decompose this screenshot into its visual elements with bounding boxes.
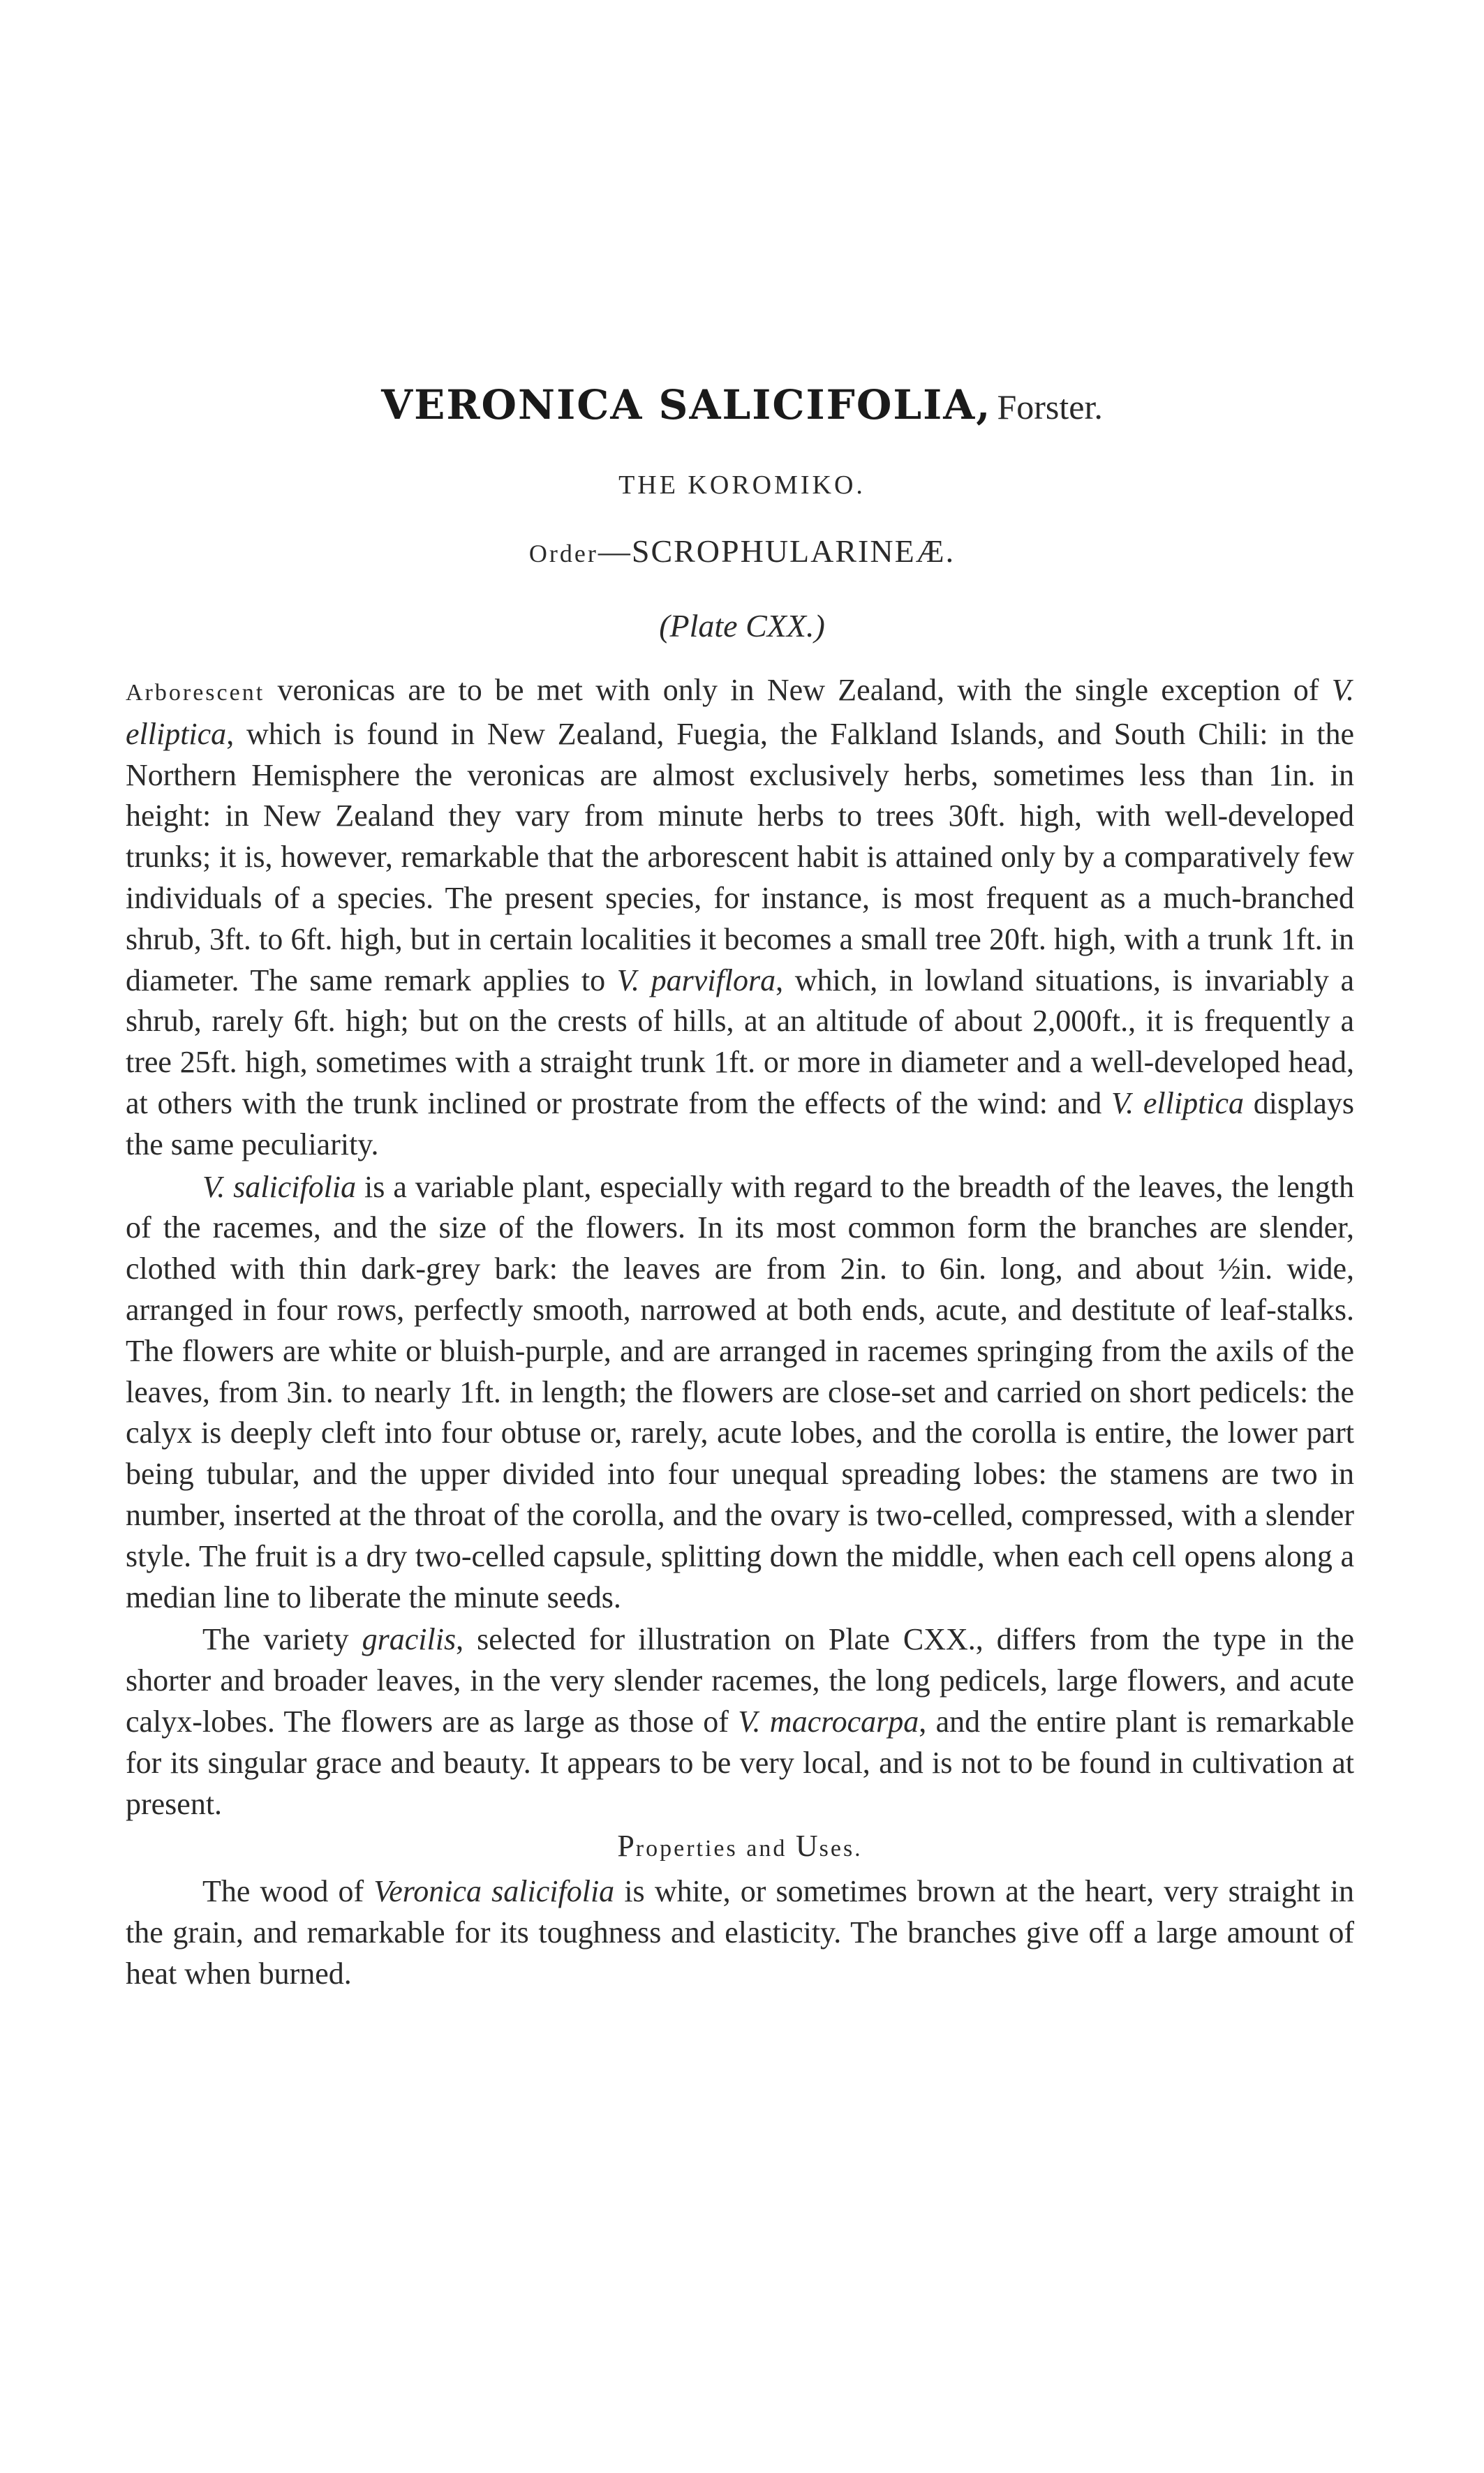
italic-species: V. elliptica xyxy=(126,673,1354,751)
text-run: , which is found in New Zealand, Fuegia, the Falkland Islands, and South Chili: in the Northern Hemisphere the veronicas are almost exclusively herbs, sometimes less than 1in. in height: in New Zealand they vary from minute herbs to trees 30ft. high, with well-developed trunks; it is, however, remarkable that the arborescent habit is attained only by a comparatively few individuals of a species. The present species, for instance, is most frequent as a much-branched shrub, 3ft. to 6ft. high, but in certain localities it becomes a small tree 20ft. high, with a trunk 1ft. in diameter. The same remark applies to xyxy=(126,716,1354,997)
text-run: , and the entire plant is remarkable for its singular grace and beauty. It appears to be very local, and is not to be found in cultivation at present. xyxy=(126,1704,1354,1821)
order-name: SCROPHULARINEÆ. xyxy=(631,533,956,569)
text-run: , selected for illustration on Plate CXX., differs from the type in the shorter and broader leaves, in the very slender racemes, the long pedicels, large flowers, and acute calyx-lobes. The flowers are as large as those of xyxy=(126,1622,1354,1739)
text-run: is white, or sometimes brown at the heart, very straight in the grain, and remarkable for its toughness and elasticity. The branches give off a large amount of heat when burned. xyxy=(126,1874,1354,1991)
lead-word: Arborescent xyxy=(126,680,265,706)
paragraph-4 xyxy=(126,1871,1354,1994)
species-author: Forster. xyxy=(997,387,1103,426)
italic-variety: gracilis xyxy=(362,1622,457,1657)
text-run: veronicas are to be met with only in New Zealand, with the single exception of xyxy=(265,673,1332,707)
heading-word: ses. xyxy=(819,1836,863,1862)
species-name: VERONICA SALICIFOLIA, xyxy=(381,381,992,429)
italic-species: V. macrocarpa xyxy=(738,1704,919,1739)
order-separator: — xyxy=(598,533,632,569)
heading-word: roperties xyxy=(635,1836,738,1862)
order-label: Order xyxy=(528,540,598,567)
common-name: THE KOROMIKO. xyxy=(618,470,866,500)
paragraph-2 xyxy=(126,1167,1354,1619)
species-title xyxy=(0,377,1484,444)
text-run: The variety xyxy=(202,1622,362,1657)
plate-reference: (Plate CXX.) xyxy=(659,608,825,644)
paragraph-3 xyxy=(126,1619,1354,1825)
heading-word: and xyxy=(746,1836,787,1862)
title-block xyxy=(0,377,1484,647)
section-heading xyxy=(126,1826,1354,1870)
text-run: is a variable plant, especially with regard to the breadth of the leaves, the length of the racemes, and the size of the flowers. In its most common form the branches are slender, clothed with thin dark-grey bark: the leaves are from 2in. to 6in. long, and about ½in. wide, arranged in four rows, perfectly smooth, narrowed at both ends, acute, and destitute of leaf-stalks. The flowers are white or bluish-purple, and are arranged in racemes springing from the axils of the leaves, from 3in. to nearly 1ft. in length; the flowers are close-set and carried on short pedicels: the calyx is deeply cleft into four obtuse or, rarely, acute lobes, and the corolla is entire, the lower part being tubular, and the upper divided into four unequal spreading lobes: the stamens are two in number, inserted at the throat of the corolla, and the ovary is two-celled, compressed, with a slender style. The fruit is a dry two-celled capsule, splitting down the middle, when each cell opens along a median line to liberate the minute seeds. xyxy=(126,1169,1354,1614)
body-text xyxy=(126,670,1354,1996)
order-line xyxy=(0,530,1484,574)
italic-species: V. elliptica xyxy=(1111,1085,1245,1120)
italic-species: V. parviflora xyxy=(616,963,776,997)
heading-initial: P xyxy=(617,1829,636,1864)
text-run: The wood of xyxy=(202,1874,374,1909)
italic-species: V. salicifolia xyxy=(202,1169,357,1204)
text-run: displays the same peculiarity. xyxy=(126,1085,1354,1161)
heading-initial: U xyxy=(795,1829,819,1864)
text-run: , which, in lowland situations, is invariably a shrub, rarely 6ft. high; but on the crests of hills, at an altitude of about 2,000ft., it is frequently a tree 25ft. high, sometimes with a straight trunk 1ft. or more in diameter and a well-developed head, at others with the trunk inclined or prostrate from the effects of the wind: and xyxy=(126,963,1354,1120)
paragraph-1 xyxy=(126,670,1354,1166)
italic-species: Veronica salicifolia xyxy=(373,1874,615,1909)
